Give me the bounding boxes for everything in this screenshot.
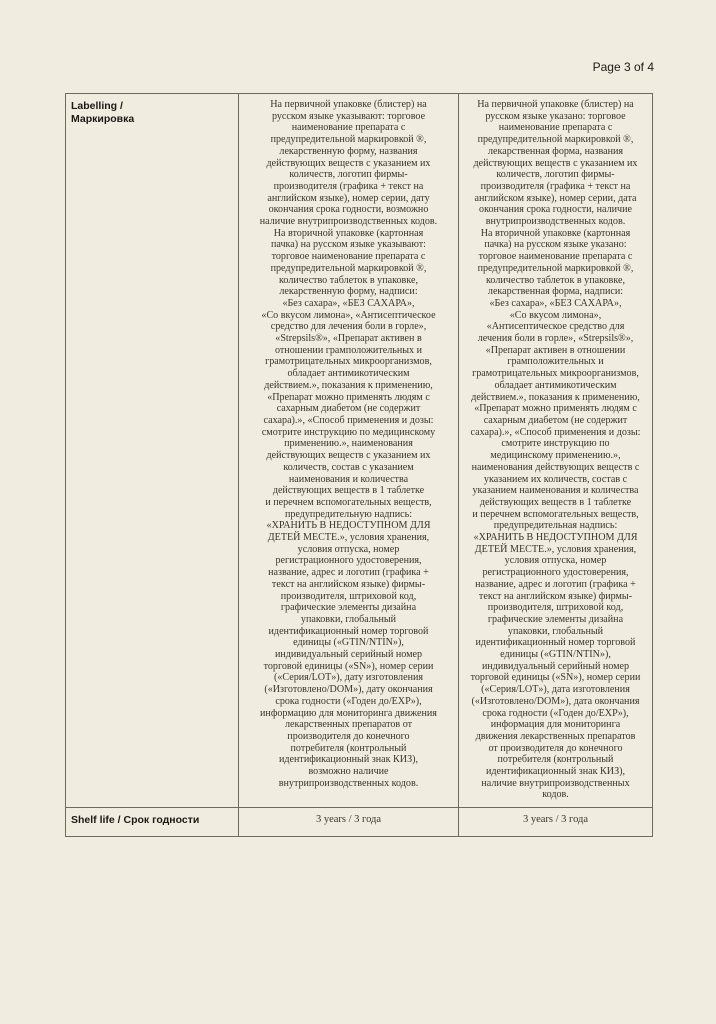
text-line: обладает антимикотическим: [287, 368, 410, 380]
text-line: количество таблеток в упаковке,: [279, 274, 418, 286]
shelf-life-label: Shelf life / Срок годности: [66, 808, 239, 837]
text-line: На вторичной упаковке (картонная: [273, 227, 424, 239]
text-line: текст на английском языке) фирмы-: [478, 590, 633, 602]
text-line: лекарственных препаратов от: [284, 719, 413, 731]
text-line: грамотрицательных микроорганизмов,: [265, 356, 432, 368]
text-line: предупредительную надпись:: [284, 508, 413, 520]
text-line: единицы («GTIN/NTIN»),: [500, 649, 611, 661]
text-line: действием.», показания к применению,: [264, 379, 433, 391]
text-line: внутрипроизводственных кодов.: [278, 777, 419, 789]
text-line: обладает антимикотическим: [494, 379, 617, 391]
text-line: и перечнем вспомогательных веществ,: [265, 496, 432, 508]
text-line: «Антисептическое средство для: [486, 321, 625, 333]
text-line: информация для мониторинга: [490, 719, 621, 731]
text-line: потребителя (контрольный: [290, 742, 407, 754]
text-line: «Без сахара», «БЕЗ САХАРА»,: [489, 297, 622, 309]
text-line: идентификационный знак КИЗ),: [485, 766, 626, 778]
text-line: идентификационный знак КИЗ),: [278, 754, 419, 766]
text-line: «Препарат можно применять людям с: [267, 391, 430, 403]
text-line: графические элементы дизайна: [487, 613, 624, 625]
text-line: наименования и количества: [288, 473, 409, 485]
text-line: торговой единицы («SN»), номер серии: [263, 660, 434, 672]
text-line: На первичной упаковке (блистер) на: [270, 99, 427, 110]
text-line: русском языке указано: торговое: [485, 110, 626, 122]
text-line: предупредительной маркировкой ®,: [270, 134, 427, 146]
text-line: смотрите инструкцию по медицинскому: [261, 426, 436, 438]
text-line: предупредительной маркировкой ®,: [477, 262, 634, 274]
text-line: сахарным диабетом (не содержит: [483, 414, 628, 426]
text-line: отношении грамположительных и: [274, 344, 423, 356]
text-line: наличие внутрипроизводственных: [481, 777, 630, 789]
text-line: «ХРАНИТЬ В НЕДОСТУПНОМ ДЛЯ: [473, 532, 638, 544]
text-line: сахара).», «Способ применения и дозы:: [470, 426, 641, 438]
text-line: медицинскому применению.»,: [490, 450, 621, 462]
labelling-label-cell: [66, 94, 239, 808]
text-line: название, адрес и логотип (графика +: [475, 578, 636, 590]
text-line: наименование препарата с: [291, 122, 406, 134]
text-line: пачка) на русском языке указывают:: [270, 239, 426, 251]
text-line: грамотрицательных микроорганизмов,: [472, 368, 639, 380]
text-line: текст на английском языке) фирмы-: [271, 578, 426, 590]
text-line: лекарственную форму, надписи:: [279, 286, 418, 298]
text-line: английском языке), номер серии, дату: [267, 192, 430, 204]
text-line: указанием наименования и количества: [472, 485, 639, 497]
text-line: окончания срока годности, возможно: [268, 204, 429, 216]
text-line: идентификационный номер торговой: [268, 625, 429, 637]
text-line: информацию для мониторинга движения: [260, 707, 437, 719]
text-line: производителя (графика + текст на: [273, 180, 424, 192]
text-line: от производителя до конечного: [488, 742, 623, 754]
text-line: название, адрес и логотип (графика +: [268, 567, 429, 579]
text-line: количеств, логотип фирмы-: [496, 169, 615, 181]
text-line: смотрите инструкцию по: [501, 438, 610, 450]
shelf-life-actual: 3 years / 3 года: [459, 808, 653, 837]
text-line: окончания срока годности, наличие: [479, 204, 632, 216]
text-line: («Серия/LOT»), дата изготовления: [481, 684, 630, 696]
text-line: действующих веществ с указанием их: [266, 450, 431, 462]
text-line: потребителя (контрольный: [497, 754, 614, 766]
text-line: «Без сахара», «БЕЗ САХАРА»,: [282, 297, 415, 309]
labelling-row: [66, 94, 653, 808]
text-line: условия отпуска, номер: [297, 543, 400, 555]
text-line: средство для лечения боли в горле»,: [270, 321, 427, 333]
text-line: действием.», показания к применению,: [471, 391, 640, 403]
text-line: и перечнем вспомогательных веществ,: [472, 508, 639, 520]
text-line: регистрационного удостоверения,: [482, 567, 629, 579]
text-line: предупредительной маркировкой ®,: [270, 262, 427, 274]
text-line: производителя, штриховой код,: [487, 602, 624, 614]
text-line: торговой единицы («SN»), номер серии: [470, 672, 641, 684]
text-line: «Strepsils®», «Препарат активен в: [275, 333, 422, 345]
text-line: производителя (графика + текст на: [480, 180, 631, 192]
text-line: («Изготовлено/DOM»), дата окончания: [471, 695, 640, 707]
text-line: производителя, штриховой код,: [280, 590, 417, 602]
text-line: указанием их количеств, состав с: [483, 473, 628, 485]
labelling-label-en: Labelling /: [71, 100, 123, 112]
text-line: графические элементы дизайна: [280, 602, 417, 614]
text-line: количеств, состав с указанием: [283, 461, 414, 473]
text-line: наименования действующих веществ с: [471, 461, 640, 473]
text-line: срока годности («Годен до/EXP»),: [275, 695, 422, 707]
page-number: Page 3 of 4: [592, 60, 654, 74]
text-line: «ХРАНИТЬ В НЕДОСТУПНОМ ДЛЯ: [266, 520, 431, 532]
text-line: торговое наименование препарата с: [271, 251, 426, 263]
text-line: идентификационный номер торговой: [475, 637, 636, 649]
text-line: На первичной упаковке (блистер) на: [477, 99, 634, 110]
specification-table: [65, 93, 653, 837]
text-line: применению.», наименования: [284, 438, 413, 450]
text-line: ДЕТЕЙ МЕСТЕ.», условия хранения,: [267, 532, 430, 544]
shelf-life-row: [66, 808, 653, 837]
text-line: предупредительной маркировкой ®,: [477, 134, 634, 146]
text-line: «Препарат можно применять людям с: [474, 403, 637, 415]
shelf-life-required: 3 years / 3 года: [239, 808, 459, 837]
text-line: английском языке), номер серии, дата: [474, 192, 637, 204]
text-line: производителя до конечного: [287, 730, 410, 742]
text-line: наличие внутрипроизводственных кодов.: [259, 216, 438, 228]
text-line: русском языке указывают: торговое: [271, 110, 426, 122]
text-line: упаковки, глобальный: [507, 625, 604, 637]
text-line: регистрационного удостоверения,: [275, 555, 422, 567]
text-line: наименование препарата с: [498, 122, 613, 134]
labelling-required-text: [239, 94, 459, 808]
text-line: («Серия/LOT»), дату изготовления: [273, 672, 424, 684]
labelling-label-ru: Маркировка: [71, 113, 135, 125]
text-line: возможно наличие: [308, 766, 389, 778]
text-line: («Изготовлено/DOM»), дату окончания: [264, 684, 433, 696]
text-line: условия отпуска, номер: [504, 555, 607, 567]
text-line: лекарственная форма, названия: [487, 145, 624, 157]
text-line: срока годности («Годен до/EXP»),: [482, 707, 629, 719]
text-line: лечения боли в горле», «Strepsils®»,: [477, 333, 634, 345]
text-line: лекарственную форму, названия: [279, 145, 418, 157]
text-line: торговое наименование препарата с: [478, 251, 633, 263]
text-line: действующих веществ в 1 таблетке: [479, 496, 632, 508]
text-line: «Препарат активен в отношении: [485, 344, 626, 356]
text-line: ДЕТЕЙ МЕСТЕ.», условия хранения,: [474, 543, 637, 555]
text-line: количество таблеток в упаковке,: [486, 274, 625, 286]
text-line: действующих веществ с указанием их: [473, 157, 638, 169]
text-line: пачка) на русском языке указано:: [484, 239, 627, 251]
text-line: действующих веществ с указанием их: [266, 157, 431, 169]
text-line: сахара).», «Способ применения и дозы:: [263, 414, 434, 426]
text-line: индивидуальный серийный номер: [481, 660, 630, 672]
text-line: сахарным диабетом (не содержит: [276, 403, 421, 415]
text-line: внутрипроизводственных кодов.: [485, 216, 626, 228]
text-line: лекарственная форма, надписи:: [487, 286, 624, 298]
text-line: упаковки, глобальный: [300, 613, 397, 625]
text-line: «Со вкусом лимона»,: [509, 309, 602, 321]
text-line: движения лекарственных препаратов: [475, 730, 636, 742]
labelling-actual-text: [459, 94, 653, 808]
text-line: кодов.: [542, 789, 569, 801]
text-line: действующих веществ в 1 таблетке: [272, 485, 425, 497]
text-line: индивидуальный серийный номер: [274, 649, 423, 661]
text-line: «Со вкусом лимона», «Антисептическое: [261, 309, 436, 321]
text-line: предупредительная надпись:: [493, 520, 618, 532]
text-line: единицы («GTIN/NTIN»),: [293, 637, 404, 649]
text-line: грамположительных и: [507, 356, 604, 368]
text-line: На вторичной упаковке (картонная: [480, 227, 631, 239]
text-line: количеств, логотип фирмы-: [289, 169, 408, 181]
